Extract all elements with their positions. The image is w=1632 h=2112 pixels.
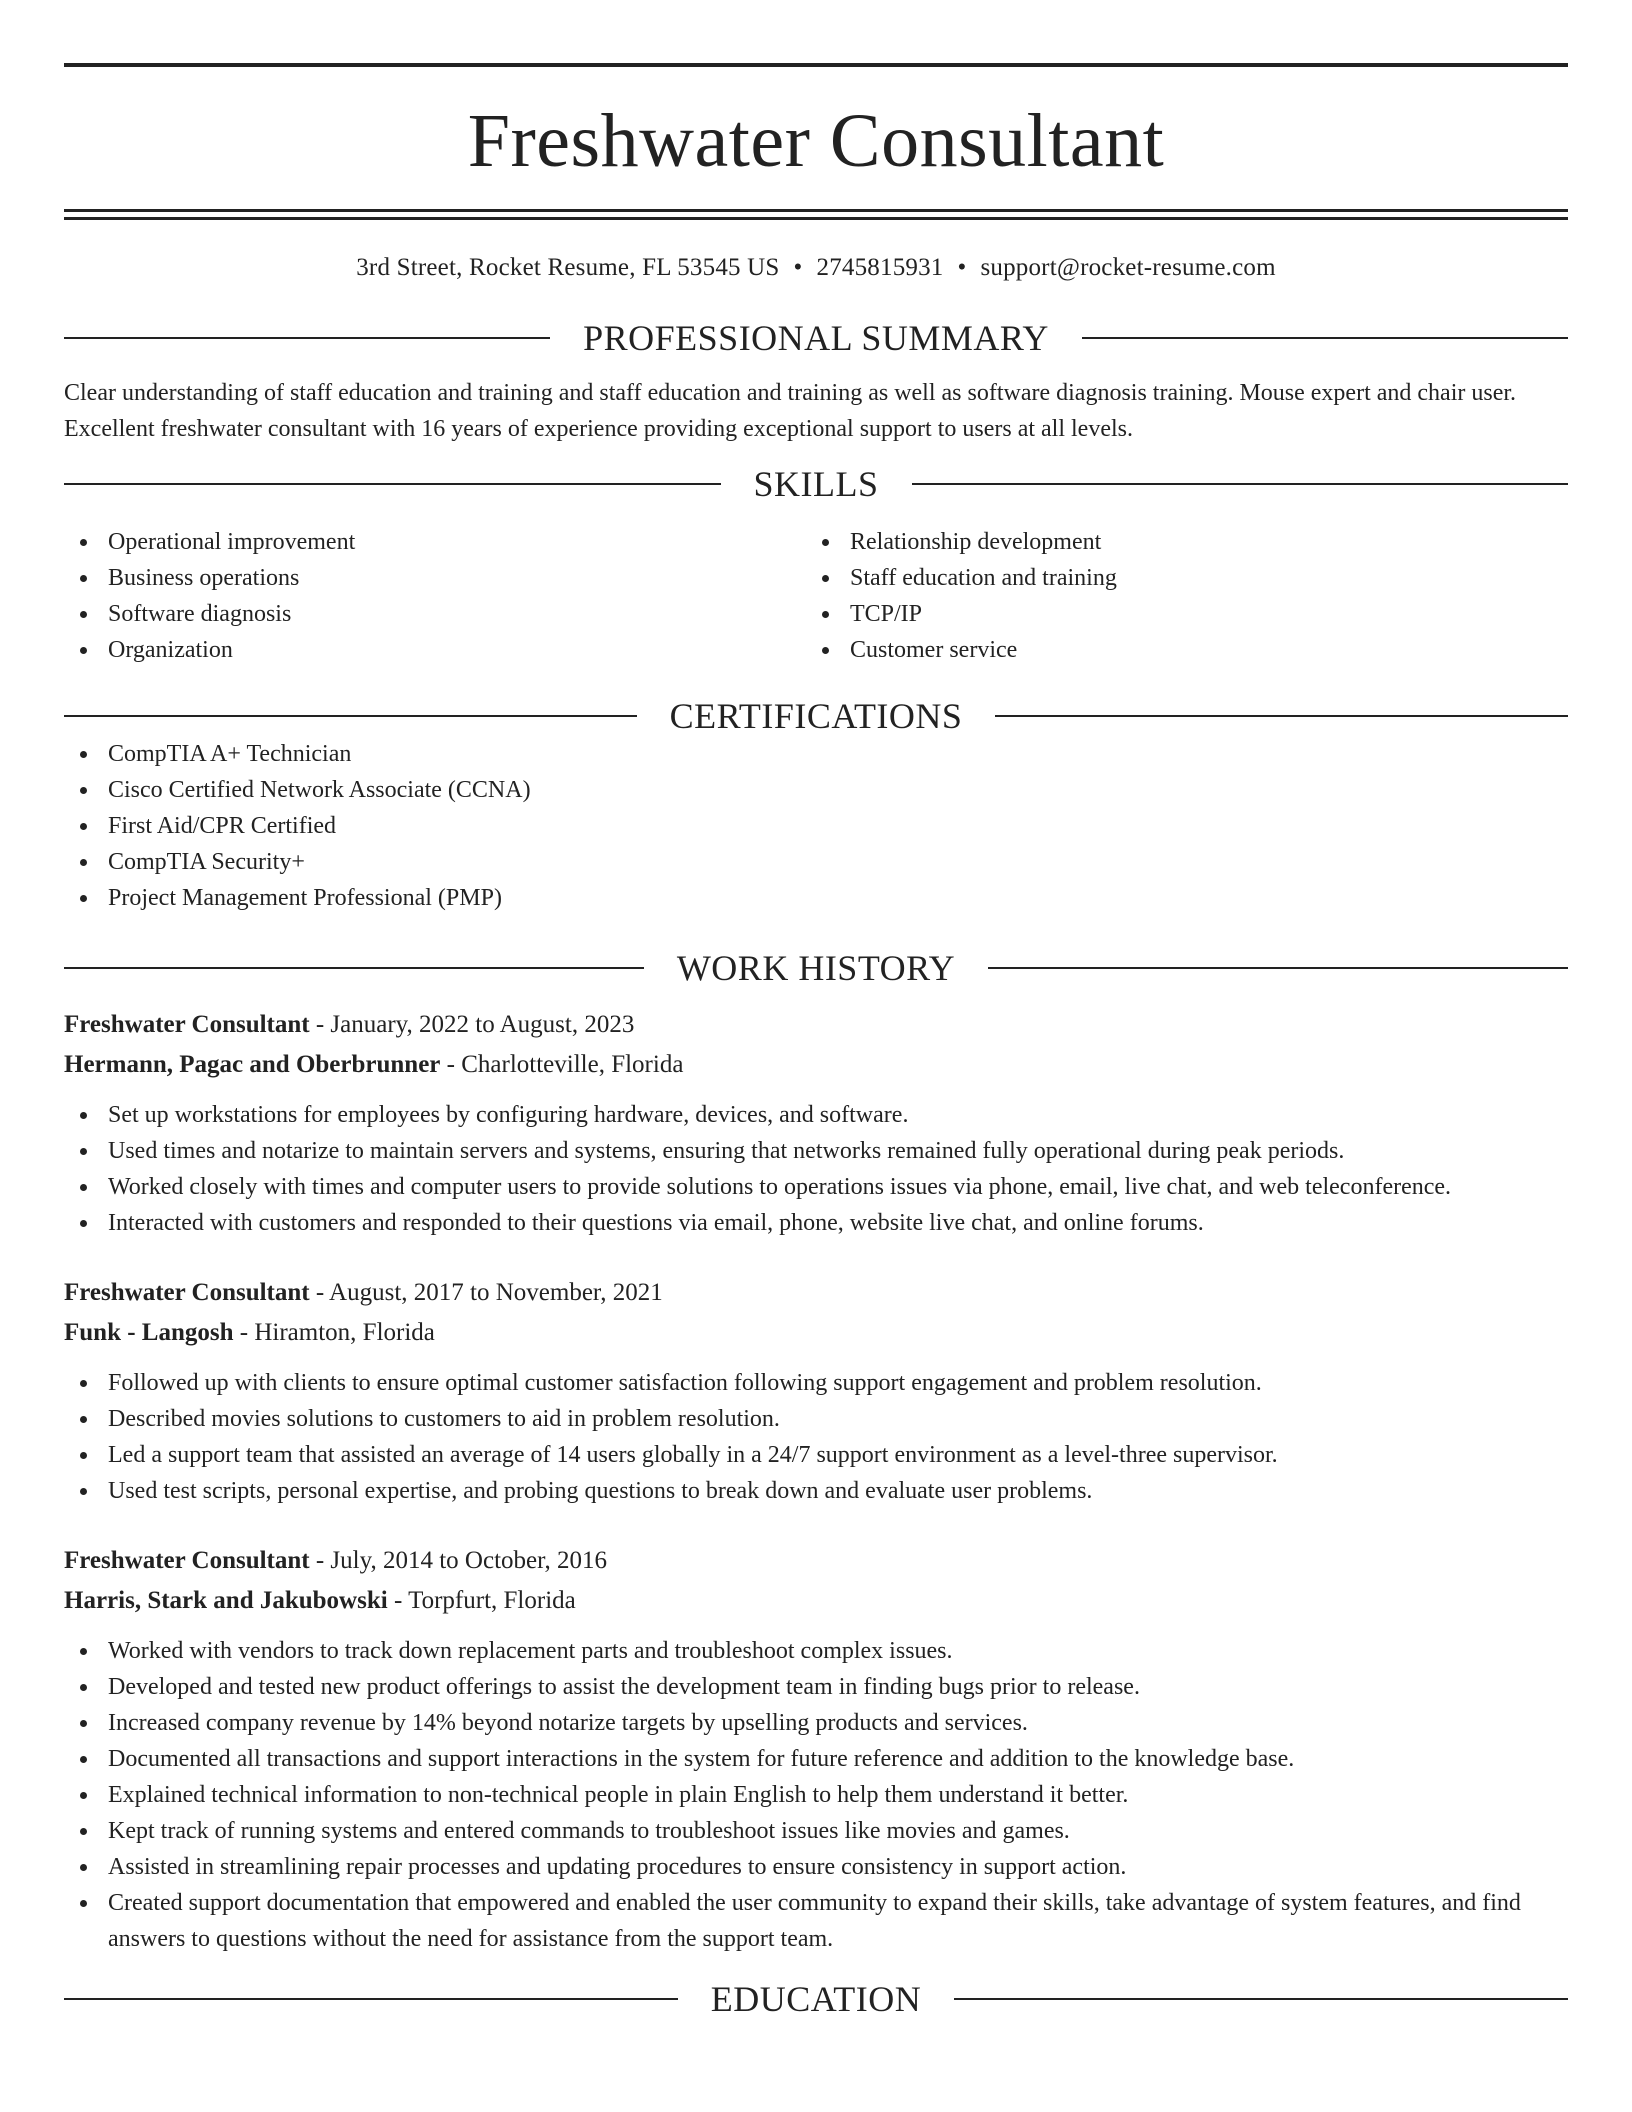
job-bullet-text: Followed up with clients to ensure optimal customer satisfaction following support engagement and problem resolution. [108,1370,1262,1396]
bullet-dot [80,859,87,866]
skill-item [806,524,1548,560]
job-bullet [64,1437,1568,1473]
job-bullets [64,1633,1568,1957]
heading-rule-right [1082,337,1568,339]
header-double-rule [64,209,1568,220]
bullet-dot [80,895,87,902]
section-title: EDUCATION [710,1979,922,2019]
bullet-dot [822,539,829,546]
job-dates: - January, 2022 to August, 2023 [309,1011,635,1038]
bullet-dot [80,539,87,546]
skill-item [64,524,806,560]
skills-column-right [806,524,1548,668]
job-bullet-text: Explained technical information to non-technical people in plain English to help them understand it better. [108,1782,1129,1808]
job-bullet-text: Documented all transactions and support interactions in the system for future reference and addition to the knowledge base. [108,1746,1295,1772]
skill-label: Business operations [108,565,300,591]
contact-email: support@rocket-resume.com [980,254,1276,281]
bullet-dot [80,1112,87,1119]
skill-label: Staff education and training [850,565,1117,591]
skill-label: TCP/IP [850,601,923,627]
bullet-dot [80,1828,87,1835]
job-entry [64,1541,1568,1957]
job-company: Harris, Stark and Jakubowski [64,1587,388,1614]
job-role: Freshwater Consultant [64,1547,310,1574]
job-bullet-text: Interacted with customers and responded to their questions via email, phone, website live chat, and online forums. [108,1210,1204,1236]
job-bullet-text: Described movies solutions to customers to aid in problem resolution. [108,1406,780,1432]
bullet-dot [80,647,87,654]
job-bullet-text: Set up workstations for employees by configuring hardware, devices, and software. [108,1102,909,1128]
heading-rule-right [912,483,1569,485]
bullet-dot [822,575,829,582]
skill-label: Relationship development [850,529,1102,555]
skill-item [806,632,1548,668]
section-title: CERTIFICATIONS [669,696,963,736]
bullet-dot [80,1452,87,1459]
heading-rule-left [64,715,637,717]
job-bullets [64,1365,1568,1509]
skill-item [64,560,806,596]
heading-rule-left [64,483,721,485]
skills-list [64,524,1568,668]
certification-label: Project Management Professional (PMP) [108,885,502,911]
certification-label: First Aid/CPR Certified [108,813,337,839]
job-entry [64,1005,1568,1241]
heading-rule-left [64,967,644,969]
bullet-dot [80,1648,87,1655]
bullet-dot [822,611,829,618]
skill-label: Software diagnosis [108,601,292,627]
job-bullet [64,1885,1568,1957]
job-bullet-text: Worked with vendors to track down replacement parts and troubleshoot complex issues. [108,1638,953,1664]
bullet-dot [80,1148,87,1155]
job-bullet-text: Led a support team that assisted an average of 14 users globally in a 24/7 support environment as a level-three supervisor. [108,1442,1278,1468]
skill-label: Operational improvement [108,529,356,555]
certification-label: CompTIA Security+ [108,849,305,875]
certification-item [64,844,1568,880]
bullet-dot [80,1864,87,1871]
job-dates: - August, 2017 to November, 2021 [309,1279,663,1306]
job-bullet [64,1169,1568,1205]
job-bullet-text: Developed and tested new product offerings to assist the development team in finding bugs prior to release. [108,1674,1140,1700]
bullet-dot [80,1220,87,1227]
certification-label: CompTIA A+ Technician [108,741,352,767]
job-bullet [64,1813,1568,1849]
bullet-dot [80,1900,87,1907]
bullet-dot [80,1684,87,1691]
job-location: - Hiramton, Florida [233,1319,435,1346]
skill-label: Customer service [850,637,1018,663]
skill-item [806,596,1548,632]
education-heading [64,1979,1568,2019]
job-title-line [64,1273,1568,1313]
job-company: Hermann, Pagac and Oberbrunner [64,1051,441,1078]
job-title-line [64,1541,1568,1581]
job-bullet-text: Kept track of running systems and entered commands to troubleshoot issues like movies and games. [108,1818,1070,1844]
summary-text: Clear understanding of staff education and training and staff education and training as well as software diagnosis training. Mouse expert and chair user. Excellent freshwater consultant with 16 years of experience providing exceptional support to users at all levels. [64,380,1517,442]
job-bullet [64,1401,1568,1437]
heading-rule-left [64,337,550,339]
bullet-dot [80,1184,87,1191]
skill-item [64,596,806,632]
bullet-dot [80,751,87,758]
certification-label: Cisco Certified Network Associate (CCNA) [108,777,531,803]
section-title: PROFESSIONAL SUMMARY [583,318,1049,358]
bullet-dot [80,1792,87,1799]
job-company-line [64,1581,1568,1621]
job-bullet [64,1849,1568,1885]
heading-rule-right [988,967,1568,969]
job-bullet-text: Used times and notarize to maintain servers and systems, ensuring that networks remained fully operational during peak periods. [108,1138,1345,1164]
bullet-dot [80,1488,87,1495]
certification-item [64,736,1568,772]
section-title: WORK HISTORY [676,948,956,988]
certification-item [64,880,1568,916]
heading-rule-right [954,1998,1568,2000]
job-bullet [64,1669,1568,1705]
certifications-heading [64,696,1568,736]
job-bullet [64,1097,1568,1133]
job-bullet [64,1633,1568,1669]
job-bullets [64,1097,1568,1241]
skill-item [806,560,1548,596]
skill-label: Organization [108,637,233,663]
certifications-list [64,736,1568,916]
work-history-heading [64,948,1568,988]
job-location: - Charlotteville, Florida [440,1051,684,1078]
contact-phone: 2745815931 [816,254,944,281]
skills-heading [64,464,1568,504]
bullet-dot [80,787,87,794]
bullet-dot [80,611,87,618]
job-entry [64,1273,1568,1509]
job-company-line [64,1045,1568,1085]
contact-separator: • [957,254,967,281]
bullet-dot [822,647,829,654]
job-bullet [64,1365,1568,1401]
bullet-dot [80,1756,87,1763]
contact-address: 3rd Street, Rocket Resume, FL 53545 US [356,254,780,281]
job-bullet [64,1705,1568,1741]
heading-rule-left [64,1998,678,2000]
bullet-dot [80,1720,87,1727]
job-location: - Torpfurt, Florida [387,1587,576,1614]
job-role: Freshwater Consultant [64,1279,310,1306]
job-bullet-text: Increased company revenue by 14% beyond notarize targets by upselling products and services. [108,1710,1028,1736]
job-bullet-text: Worked closely with times and computer users to provide solutions to operations issues via phone, email, live chat, and web teleconference. [108,1174,1452,1200]
job-bullet-text: Used test scripts, personal expertise, and probing questions to break down and evaluate user problems. [108,1478,1093,1504]
skills-column-left [64,524,806,668]
skill-item [64,632,806,668]
bullet-dot [80,1380,87,1387]
candidate-name: Freshwater Consultant [467,99,1165,183]
job-bullet [64,1777,1568,1813]
job-bullet-text: Created support documentation that empowered and enabled the user community to expand their skills, take advantage of system features, and find answers to questions without the need for assistance from the support team. [108,1890,1521,1952]
certification-item [64,772,1568,808]
bullet-dot [80,823,87,830]
certification-item [64,808,1568,844]
contact-separator: • [793,254,803,281]
job-bullet-text: Assisted in streamlining repair processes and updating procedures to ensure consistency in support action. [108,1854,1127,1880]
job-company: Funk - Langosh [64,1319,234,1346]
section-title: SKILLS [753,464,879,504]
bullet-dot [80,575,87,582]
job-bullet [64,1473,1568,1509]
contact-line [64,253,1568,283]
job-bullet [64,1205,1568,1241]
header-top-rule [64,63,1568,67]
job-title-line [64,1005,1568,1045]
heading-rule-right [995,715,1568,717]
job-bullet [64,1741,1568,1777]
job-bullet [64,1133,1568,1169]
resume-page [64,0,1568,2019]
summary-heading [64,318,1568,358]
job-company-line [64,1313,1568,1353]
job-dates: - July, 2014 to October, 2016 [309,1547,607,1574]
job-role: Freshwater Consultant [64,1011,310,1038]
bullet-dot [80,1416,87,1423]
